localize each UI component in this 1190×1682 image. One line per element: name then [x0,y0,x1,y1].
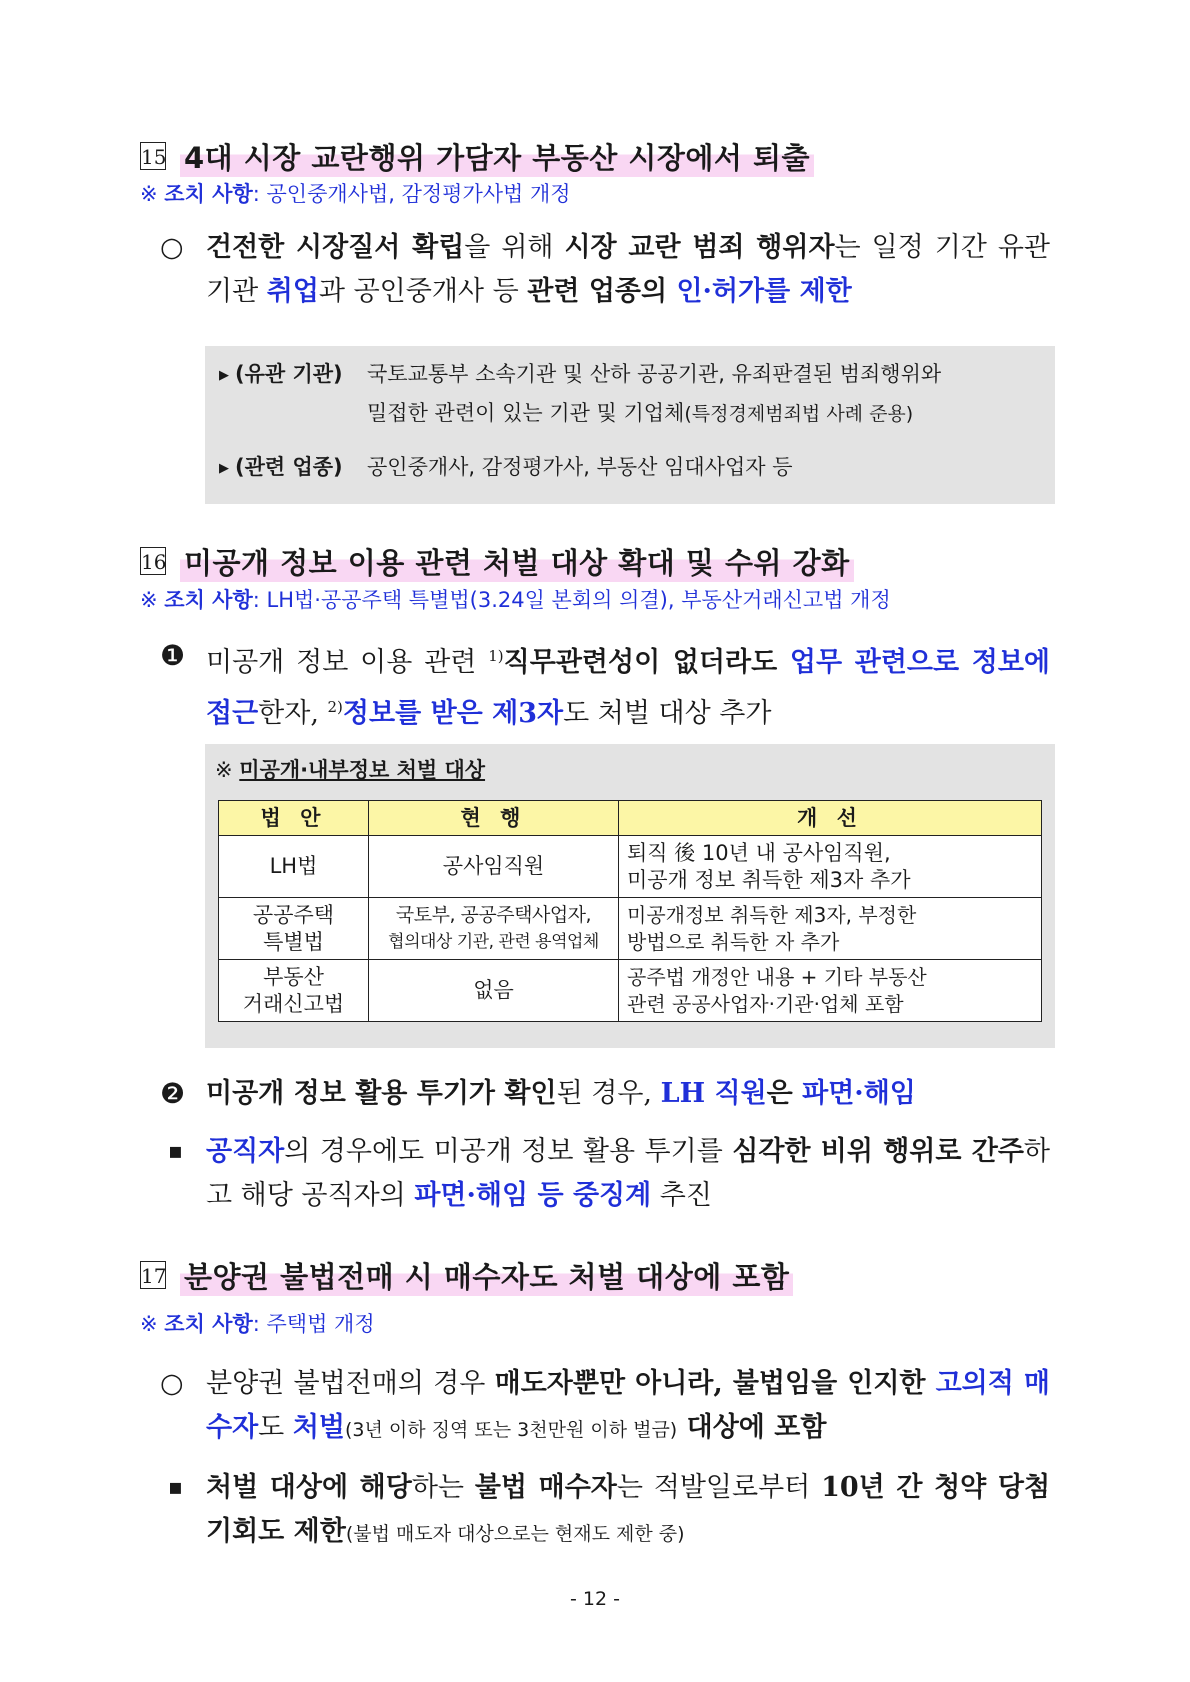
paragraph [160,634,1050,736]
text-highlight: 업무 관련으로 정보에 접근 [206,647,1050,729]
table-caption [215,754,485,784]
table-box [205,744,1055,1048]
cell-line: 미공개 정보 취득한 제3자 추가 [627,867,911,892]
footnote-marker: 1) [488,647,504,665]
text-bold: 시장 교란 범죄 행위자 [564,232,835,263]
cell-line: 특별법 [263,929,324,954]
info-text [367,397,913,427]
circle-bullet-icon: ○ [160,232,184,263]
action-note [140,1308,375,1338]
table-cell [619,898,1042,960]
info-label: (유관 기관) [235,362,343,386]
text-highlight: 고의적 매수자 [206,1368,1051,1443]
cell-line: 관련 공공사업자·기관·업체 포함 [627,991,904,1016]
text-highlight: 파면·해임 등 중징계 [414,1180,652,1211]
cell-line: 협의대상 기관, 관련 용역업체 [388,931,599,952]
cell-line: 미공개정보 취득한 제3자, 부정한 [627,902,917,927]
text: 는 적발일로부터 [616,1472,822,1503]
reference-mark: ※ [215,758,233,782]
section-number-box: 15 [140,142,166,170]
paragraph [160,1362,1050,1452]
reference-mark: ※ [140,1312,158,1336]
text-bold: 심각한 비위 행위로 간주 [732,1136,1024,1167]
cell-line: 퇴직 後 10년 내 공사임직원, [627,840,891,865]
comparison-table [218,800,1042,1022]
table-cell [369,898,619,960]
text: 된 경우, [556,1078,661,1109]
text: 추진 [651,1180,712,1211]
text-highlight: 정보를 받은 제3자 [342,698,564,729]
text-highlight: 파면·해임 [802,1078,916,1109]
text-bold: 처벌 대상에 해당 [206,1472,412,1503]
info-text: 국토교통부 소속기관 및 산하 공공기관, 유죄판결된 범죄행위와 [367,362,942,386]
paragraph [160,1072,1050,1116]
note-label: 조치 사항 [164,1312,253,1336]
circle-bullet-icon: ○ [160,1368,184,1399]
table-row [219,898,1042,960]
text: 미공개 정보 이용 관련 [206,647,489,678]
table-cell: 공사임직원 [369,836,619,898]
note-text: : 공인중개사법, 감정평가사법 개정 [252,182,571,206]
section-number-box: 16 [140,547,166,575]
action-note [140,584,891,614]
text: 하고 해당 공직자의 [206,1136,1050,1211]
page-number: - 12 - [570,1588,620,1610]
section-number-box: 17 [140,1261,166,1289]
text-bold: 직무관련성이 없더라도 [503,647,790,678]
number-one-icon: ❶ [160,639,186,672]
section-title: 분양권 불법전매 시 매수자도 처벌 대상에 포함 [180,1255,793,1296]
footnote-marker: 2) [327,698,343,716]
section-title: 4대 시장 교란행위 가담자 부동산 시장에서 퇴출 [180,136,814,177]
text-highlight: 공직자 [206,1136,285,1167]
table-header: 현 행 [369,801,619,836]
info-text: 공인중개사, 감정평가사, 부동산 임대사업자 등 [367,455,793,479]
info-box [205,346,1055,504]
reference-mark: ※ [140,182,158,206]
cell-line: 방법으로 취득한 자 추가 [627,929,840,954]
table-cell [219,898,369,960]
text: 한자, [258,698,328,729]
cell-line: 공공주택 [252,902,335,927]
text: 도 처벌 대상 추가 [563,698,772,729]
info-line [219,451,343,481]
triangle-bullet-icon: ▶ [219,461,229,476]
table-row [219,960,1042,1022]
text: 도 [258,1412,293,1443]
table-header-row [219,801,1042,836]
cell-line: 거래신고법 [242,991,345,1016]
text: 과 공인중개사 등 [318,276,528,307]
section-17-heading [140,1253,793,1297]
triangle-bullet-icon: ▶ [219,368,229,383]
text: 하는 [411,1472,475,1503]
paragraph [160,1466,1050,1556]
text: 밀접한 관련이 있는 기관 및 기업체 [367,401,685,425]
action-note [140,178,571,208]
paragraph [160,226,1050,314]
table-cell [219,960,369,1022]
cell-line: 부동산 [263,964,324,989]
text-highlight: LH 직원 [660,1078,767,1109]
table-row [219,836,1042,898]
text-highlight: 처벌 [292,1412,346,1443]
paragraph [160,1130,1050,1218]
table-cell: 없음 [369,960,619,1022]
text: 는 일정 기간 유관 기관 [206,232,1050,307]
table-cell [619,960,1042,1022]
text: 분양권 불법전매의 경우 [206,1368,495,1399]
cell-line: 공주법 개정안 내용 + 기타 부동산 [627,964,927,989]
text-highlight: 인·허가를 제한 [676,276,852,307]
info-label: (관련 업종) [235,455,343,479]
table-cell: LH법 [219,836,369,898]
number-two-icon: ❷ [160,1077,186,1110]
table-header: 개 선 [619,801,1042,836]
text-bold: 관련 업종의 [527,276,677,307]
text-bold: 미공개 정보 활용 투기가 확인 [206,1078,557,1109]
reference-mark: ※ [140,588,158,612]
table-cell [619,836,1042,898]
section-15-heading [140,134,814,178]
table-title: 미공개·내부정보 처벌 대상 [239,758,486,782]
text-bold: 10년 간 청약 당첨 기회도 제한 [206,1472,1051,1547]
note-label: 조치 사항 [164,182,253,206]
text-bold: 매도자뿐만 아니라, 불법임을 인지한 [494,1368,936,1399]
text-highlight: 취업 [266,276,319,307]
square-bullet-icon: ▪ [168,1475,183,1500]
square-bullet-icon: ▪ [168,1139,183,1164]
note-text: : 주택법 개정 [252,1312,375,1336]
text: 을 위해 [464,232,565,263]
table-header: 법 안 [219,801,369,836]
text-bold: 대상에 포함 [677,1412,827,1443]
text-bold: 건전한 시장질서 확립 [206,232,465,263]
section-title: 미공개 정보 이용 관련 처벌 대상 확대 및 수위 강화 [180,541,854,582]
cell-line: 국토부, 공공주택사업자, [395,903,592,926]
text-bold: 은 [766,1078,803,1109]
small-text: (3년 이하 징역 또는 3천만원 이하 벌금) [345,1419,678,1441]
text-bold: 불법 매수자 [474,1472,617,1503]
small-text: (특정경제범죄법 사례 준용) [684,403,914,425]
section-16-heading [140,539,854,583]
note-label: 조치 사항 [164,588,253,612]
note-text: : LH법·공공주택 특별법(3.24일 본회의 의결), 부동산거래신고법 개정 [252,588,891,612]
text: 의 경우에도 미공개 정보 활용 투기를 [284,1136,733,1167]
small-text: (불법 매도자 대상으로는 현재도 제한 중) [345,1523,685,1545]
info-line [219,358,343,388]
